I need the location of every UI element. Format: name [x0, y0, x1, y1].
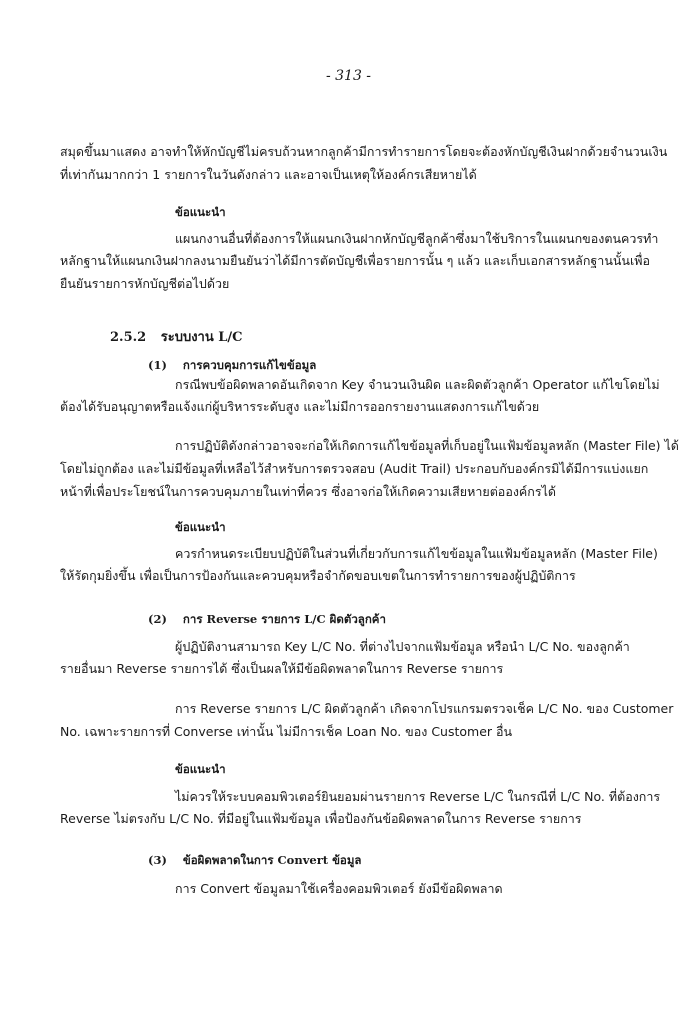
item-2-para-1-line-1: ผู้ปฏิบัติงานสามารถ Key L/C No. ที่ต่างไปจากแฟ้มข้อมูล หรือนำ L/C No. ของลูกค้า [175, 639, 630, 654]
item-3-heading [148, 852, 361, 870]
item-1-para-2-line-3: หน้าที่เพื่อประโยชน์ในการควบคุมภายในเท่าที่ควร ซึ่งอาจก่อให้เกิดความเสียหายต่อองค์กรได้ [60, 484, 556, 499]
advice-line-2: หลักฐานให้แผนกเงินฝากลงนามยืนยันว่าได้มีการตัดบัญชีเพื่อรายการนั้น ๆ แล้ว และเก็บเอกสารหลักฐานนั้นเพื่อ [60, 253, 650, 268]
section-heading [110, 326, 243, 347]
intro-line-2: ที่เท่ากันมากกว่า 1 รายการในวันดังกล่าว และอาจเป็นเหตุให้องค์กรเสียหายได้ [60, 167, 477, 182]
section-number: 2.5.2 [110, 330, 147, 345]
advice-line-1: แผนกงานอื่นที่ต้องการให้แผนกเงินฝากหักบัญชีลูกค้าซึ่งมาใช้บริการในแผนกของตนควรทำ [175, 231, 659, 246]
item-1-advice-line-1: ควรกำหนดระเบียบปฏิบัติในส่วนที่เกี่ยวกับการแก้ไขข้อมูลในแฟ้มข้อมูลหลัก (Master File) [175, 546, 658, 561]
item-3-para-1-line-1: การ Convert ข้อมูลมาใช้เครื่องคอมพิวเตอร์ ยังมีข้อผิดพลาด [175, 881, 503, 896]
item-1-para-2-line-1: การปฏิบัติดังกล่าวอาจจะก่อให้เกิดการแก้ไขข้อมูลที่เก็บอยู่ในแฟ้มข้อมูลหลัก (Master File) ได้ [175, 438, 679, 453]
item-1-number: (1) [148, 358, 167, 372]
item-2-para-2-line-1: การ Reverse รายการ L/C ผิดตัวลูกค้า เกิดจากโปรแกรมตรวจเช็ค L/C No. ของ Customer [175, 701, 674, 716]
item-1-para-1-line-2: ต้องได้รับอนุญาตหรือแจ้งแก่ผู้บริหารระดับสูง และไม่มีการออกรายงานแสดงการแก้ไขด้วย [60, 399, 540, 414]
item-1-advice-label: ข้อแนะนำ [175, 520, 226, 534]
item-2-title: การ Reverse รายการ L/C ผิดตัวลูกค้า [182, 612, 386, 626]
item-1-title: การควบคุมการแก้ไขข้อมูล [182, 358, 317, 372]
item-3-title: ข้อผิดพลาดในการ Convert ข้อมูล [182, 853, 362, 867]
item-2-para-2-line-2: No. เฉพาะรายการที่ Converse เท่านั้น ไม่มีการเช็ค Loan No. ของ Customer อื่น [60, 724, 513, 739]
item-2-advice-label: ข้อแนะนำ [175, 762, 226, 776]
item-1-heading [148, 357, 316, 375]
item-2-advice-line-1: ไม่ควรให้ระบบคอมพิวเตอร์ยินยอมผ่านรายการ Reverse L/C ในกรณีที่ L/C No. ที่ต้องการ [175, 789, 661, 804]
item-2-advice-line-2: Reverse ไม่ตรงกับ L/C No. ที่มีอยู่ในแฟ้มข้อมูล เพื่อป้องกันข้อผิดพลาดในการ Reverse รายการ [60, 811, 582, 826]
advice-line-3: ยืนยันรายการหักบัญชีต่อไปด้วย [60, 276, 230, 291]
item-1-para-2-line-2: โดยไม่ถูกต้อง และไม่มีข้อมูลที่เหลือไว้สำหรับการตรวจสอบ (Audit Trail) ประกอบกับองค์กรมิได้มีการแบ่งแยก [60, 461, 649, 476]
item-2-para-1-line-2: รายอื่นมา Reverse รายการได้ ซึ่งเป็นผลให้มีข้อผิดพลาดในการ Reverse รายการ [60, 661, 504, 676]
advice-label: ข้อแนะนำ [175, 205, 226, 219]
item-2-heading [148, 611, 386, 629]
page-number: - 313 - [325, 68, 372, 84]
section-title: ระบบงาน L/C [160, 330, 243, 345]
item-2-number: (2) [148, 612, 167, 626]
item-1-para-1-line-1: กรณีพบข้อผิดพลาดอันเกิดจาก Key จำนวนเงินผิด และผิดตัวลูกค้า Operator แก้ไขโดยไม่ [175, 377, 660, 392]
item-3-number: (3) [148, 853, 167, 867]
item-1-advice-line-2: ให้รัดกุมยิ่งขึ้น เพื่อเป็นการป้องกันและควบคุมหรือจำกัดขอบเขตในการทำรายการของผู้ปฏิบัติการ [60, 568, 576, 583]
intro-line-1: สมุดขึ้นมาแสดง อาจทำให้หักบัญชีไม่ครบถ้วนหากลูกค้ามีการทำรายการโดยจะต้องหักบัญชีเงินฝากด้วยจำนวนเงิน [60, 144, 668, 159]
